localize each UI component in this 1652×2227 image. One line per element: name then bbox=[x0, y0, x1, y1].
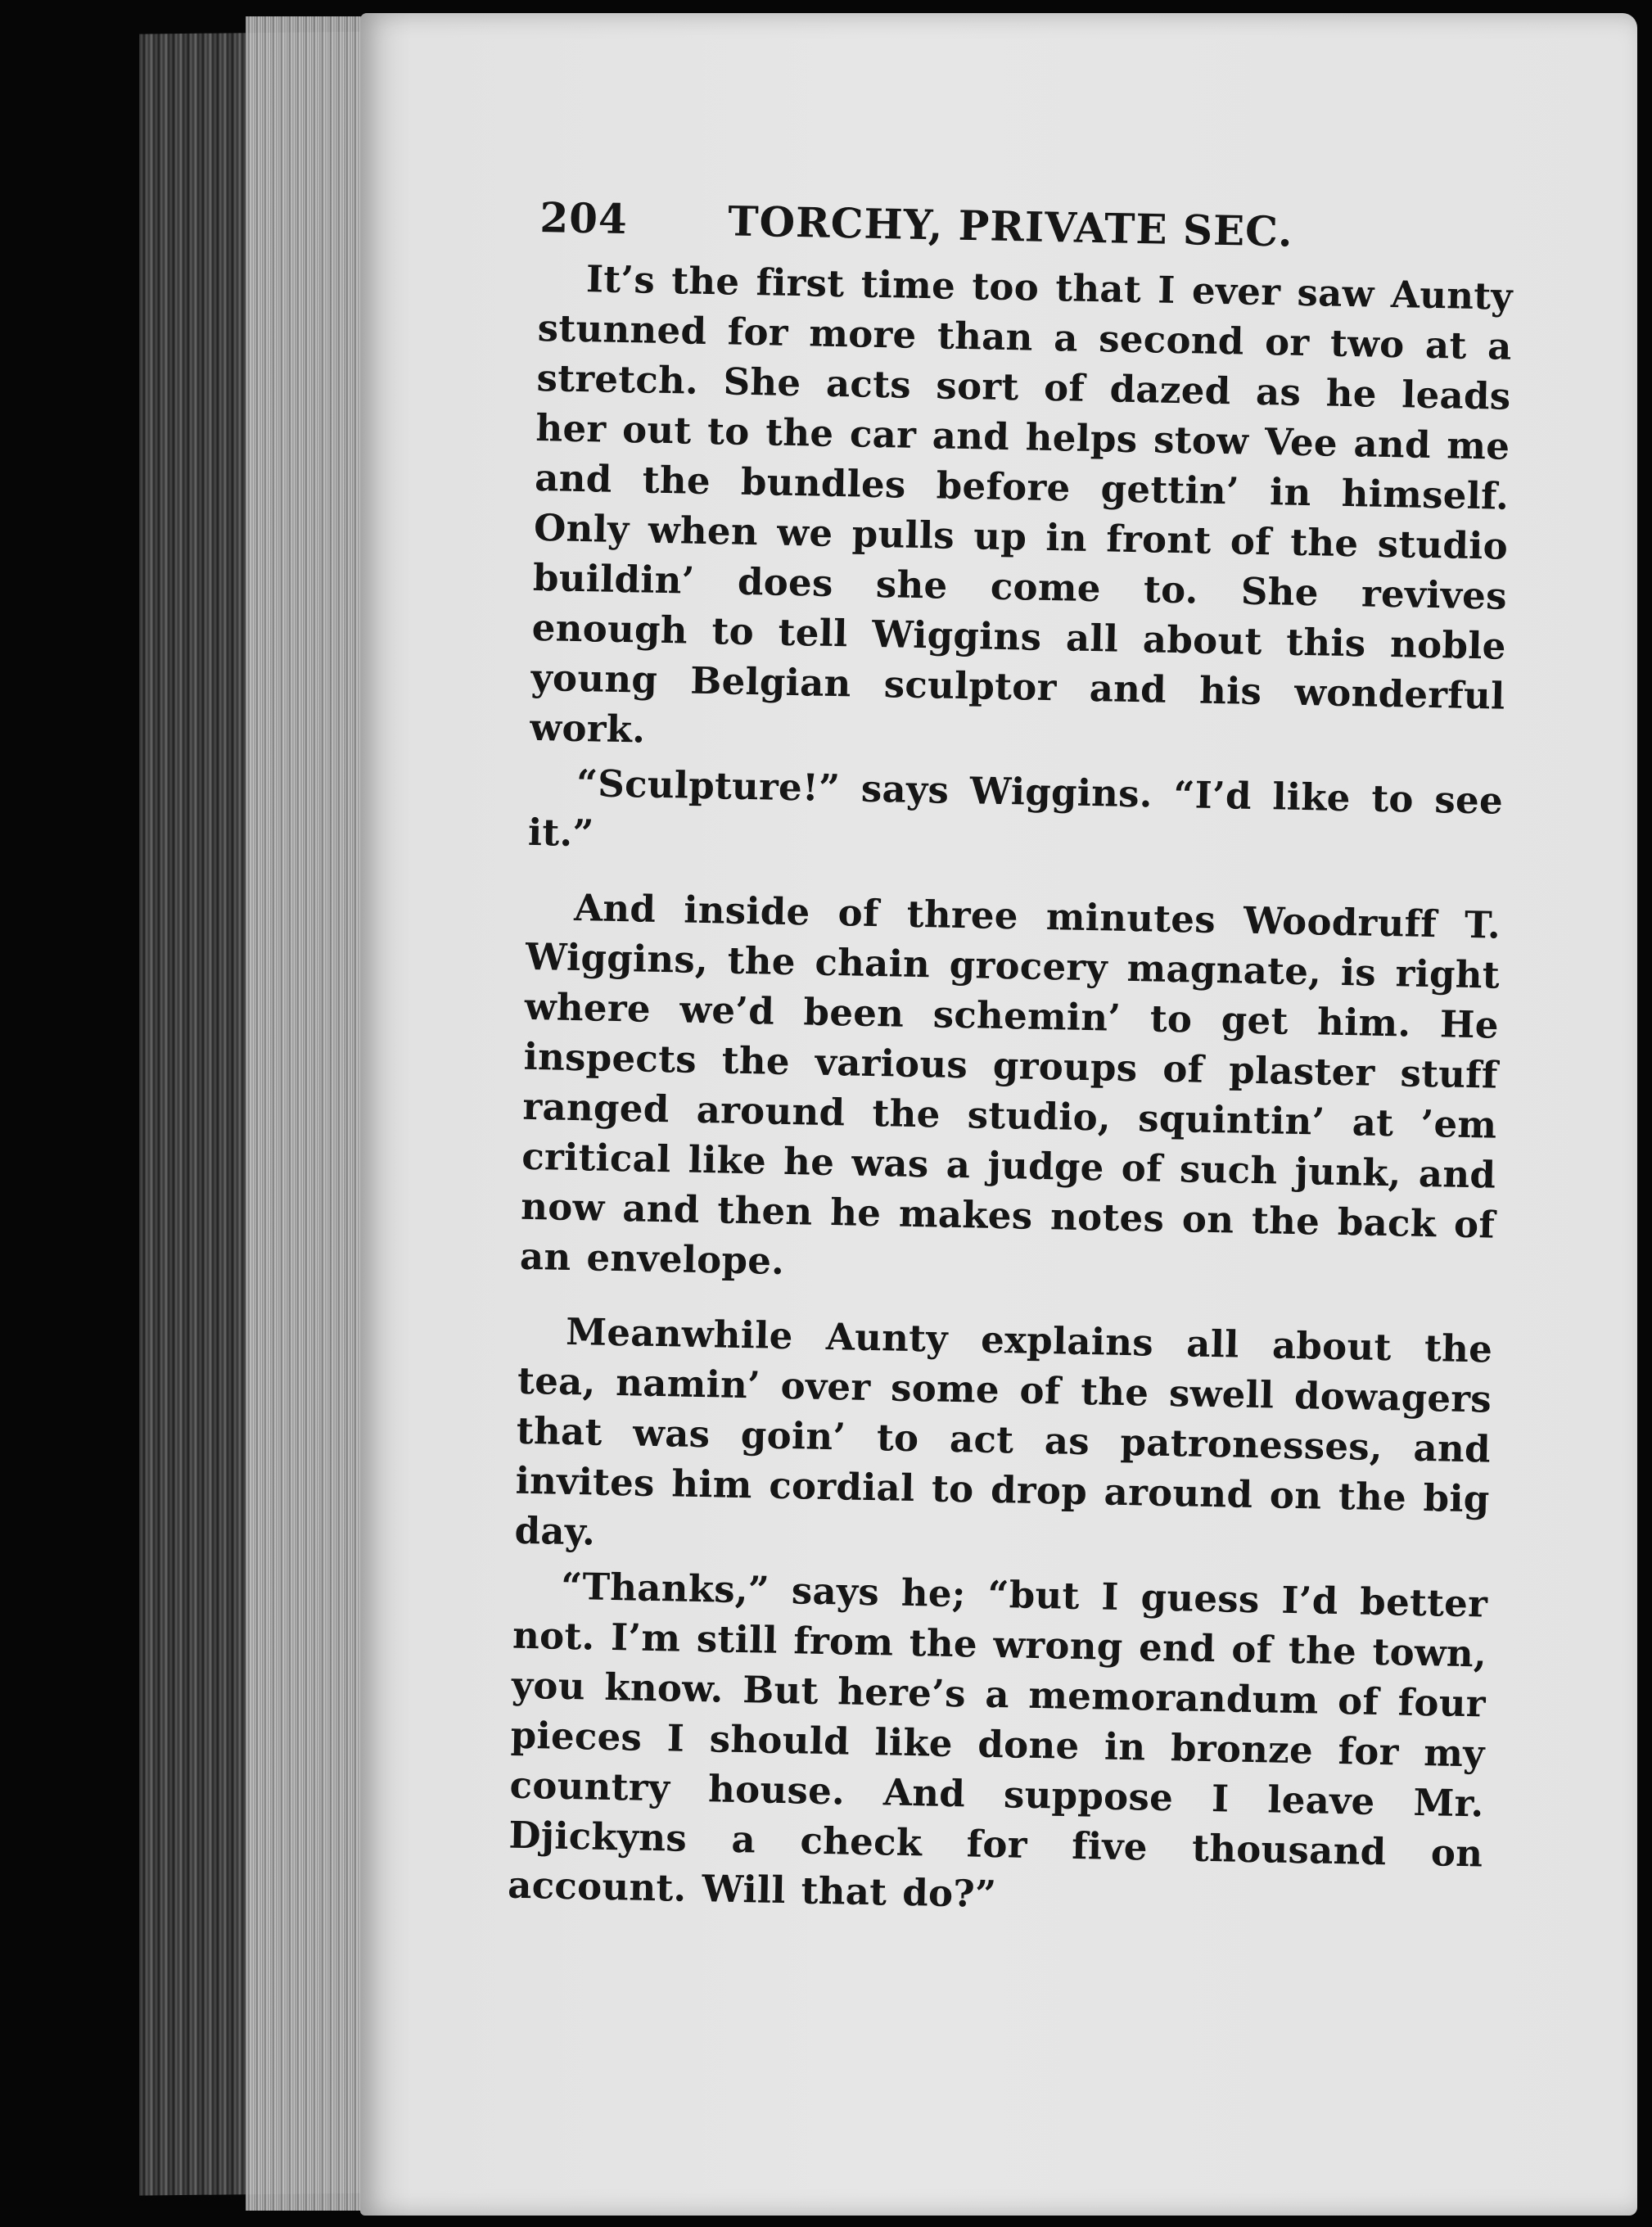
book-page bbox=[360, 13, 1637, 2216]
paragraph-2: “Sculpture!” says Wiggins. “I’d like to see it.” bbox=[527, 761, 1504, 856]
paragraph-3: And inside of three minutes Woodruff T. Wiggins, the chain grocery magnate, is right where we’d been schemin’ to get him. He inspects the various groups of plaster stuff ranged around the studio, squintin’ at ’em critical like he was a judge of such junk, and now and then he makes notes on the back of an envelope. bbox=[519, 885, 1501, 1283]
page-content bbox=[508, 193, 1514, 1928]
book-title: TORCHY, PRIVATE SEC. bbox=[727, 196, 1294, 256]
page-number: 204 bbox=[539, 193, 629, 244]
running-head bbox=[539, 193, 1514, 260]
paragraph-5: “Thanks,” says he; “but I guess I’d better not. I’m still from the wrong end of the town, you know. But here’s a memorandum of four pieces I should like done in bronze for my country house. And suppose I leave Mr. Djickyns a check for five thousand on account. Will that do?” bbox=[507, 1564, 1488, 1917]
paragraph-1: It’s the first time too that I ever saw Aunty stunned for more than a second or two at a stretch. She acts sort of dazed as he leads her out to the car and helps stow Vee and me and the bundles before gettin’ in himself. Only when we pulls up in front of the studio buildin’ does she come to. She revives enough to tell Wiggins all about this noble young Belgian sculptor and his wonderful work. bbox=[529, 257, 1514, 752]
paragraph-4: Meanwhile Aunty explains all about the tea, namin’ over some of the swell dowagers that was goin’ to act as patronesses, and invites him cordial to drop around on the big day. bbox=[514, 1309, 1493, 1554]
